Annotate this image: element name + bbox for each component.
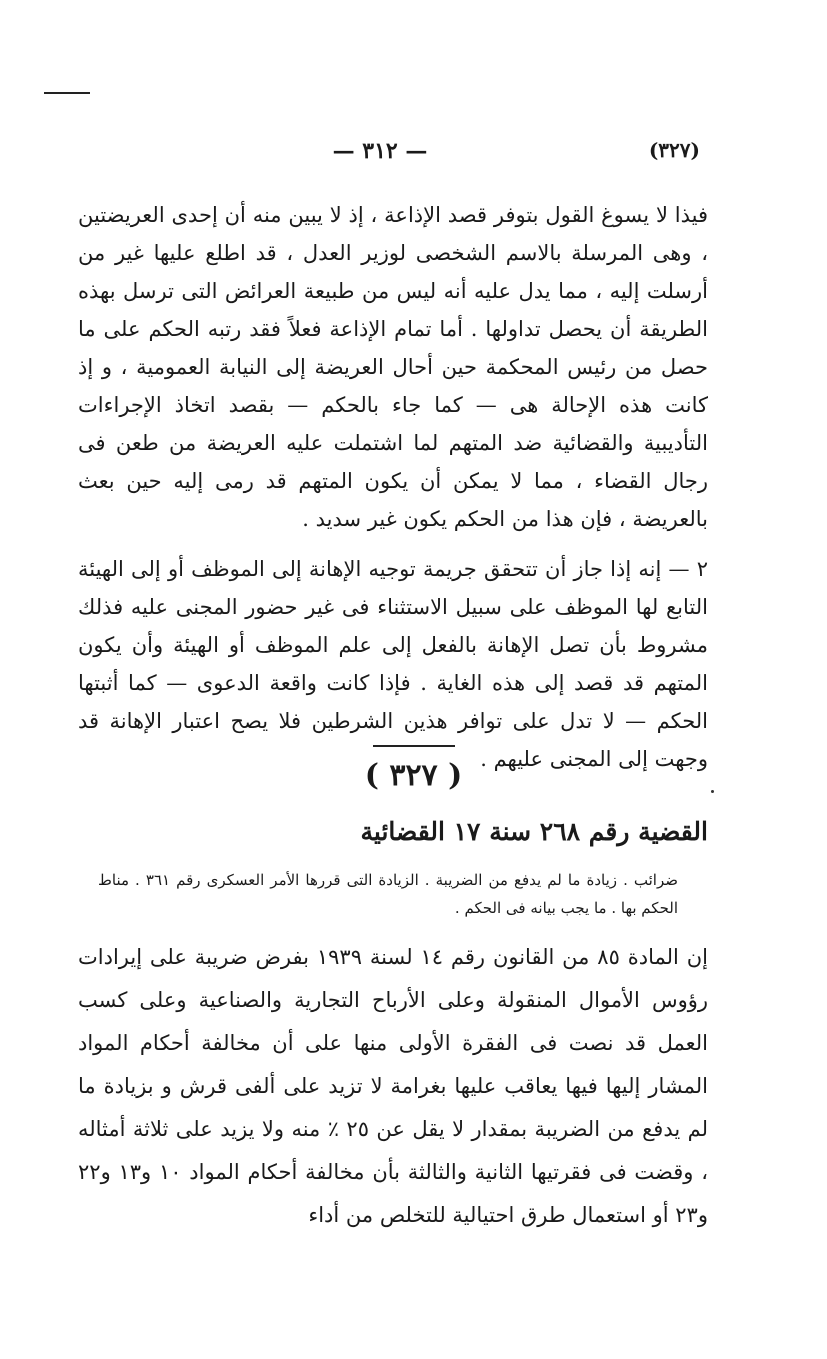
paragraph-2: ٢ — إنه إذا جاز أن تتحقق جريمة توجيه الإهانة إلى الموظف أو إلى الهيئة التابع لها الموظف على سبيل الاستثناء فى غير حضور المجنى عليه فذلك مشروط بأن تصل الإهانة بالفعل إلى علم الموظف أو الهيئة وأن يكون المتهم قد قصد إلى هذه الغاية . فإذا كانت واقعة الدعوى — كما أثبتها الحكم — لا تدل على توافر هذين الشرطين فلا يصح اعتبار الإهانة قد وجهت إلى المجنى عليهم . xyxy=(78,557,708,771)
ruling-reference: (٣٢٧) xyxy=(648,138,700,162)
section-separator xyxy=(373,745,455,747)
case-title: القضية رقم ٢٦٨ سنة ١٧ القضائية xyxy=(360,817,708,846)
ruling-summary: ضرائب . زيادة ما لم يدفع من الضريبة . الزيادة التى قررها الأمر العسكرى رقم ٣٦١ . مناط الحكم بها . ما يجب بيانه فى الحكم . xyxy=(98,871,678,917)
continued-text xyxy=(78,196,708,778)
margin-dot xyxy=(711,790,714,793)
page-number: — ٣١٢ — xyxy=(332,138,428,164)
ruling-body-paragraph: إن المادة ٨٥ من القانون رقم ١٤ لسنة ١٩٣٩ بفرض ضريبة على إيرادات رؤوس الأموال المنقولة وعلى الأرباح التجارية والصناعية وعلى كسب العمل قد نصت فى الفقرة الأولى منها على أن مخالفة أحكام المواد المشار إليها فيها يعاقب عليها بغرامة لا تزيد على ألفى قرش و بزيادة ما لم يدفع من الضريبة بمقدار لا يقل عن ٢٥ ٪ منه ولا يزيد على ثلاثة أمثاله ، وقضت فى فقرتيها الثانية والثالثة بأن مخالفة أحكام المواد ١٠ و١٣ و٢٢ و٢٣ أو استعمال طرق احتيالية للتخلص من أداء xyxy=(78,945,708,1227)
ruling-number: ( ٣٢٧ ) xyxy=(364,758,463,793)
paragraph-continued: فيذا لا يسوغ القول بتوفر قصد الإذاعة ، إذ لا يبين منه أن إحدى العريضتين ، وهى المرسلة بالاسم الشخصى لوزير العدل ، قد اطلع عليها غير من أرسلت إليه ، مما يدل عليه أنه ليس من طبيعة العرائض التى ترسل بهذه الطريقة أن يحصل تداولها . أما تمام الإذاعة فعلاً فقد رتبه الحكم على ما حصل من رئيس المحكمة حين أحال العريضة إلى النيابة العمومية ، و إذ كانت هذه الإحالة هى — كما جاء بالحكم — بقصد اتخاذ الإجراءات التأديبية والقضائية ضد المتهم لما اشتملت عليه العريضة من طعن فى رجال القضاء ، مما لا يمكن أن يكون المتهم قد رمى إليه حين بعث بالعريضة ، فإن هذا من الحكم يكون غير سديد . xyxy=(78,203,708,531)
running-head xyxy=(60,138,700,174)
margin-rule xyxy=(44,92,90,94)
ruling-body xyxy=(78,936,708,1237)
